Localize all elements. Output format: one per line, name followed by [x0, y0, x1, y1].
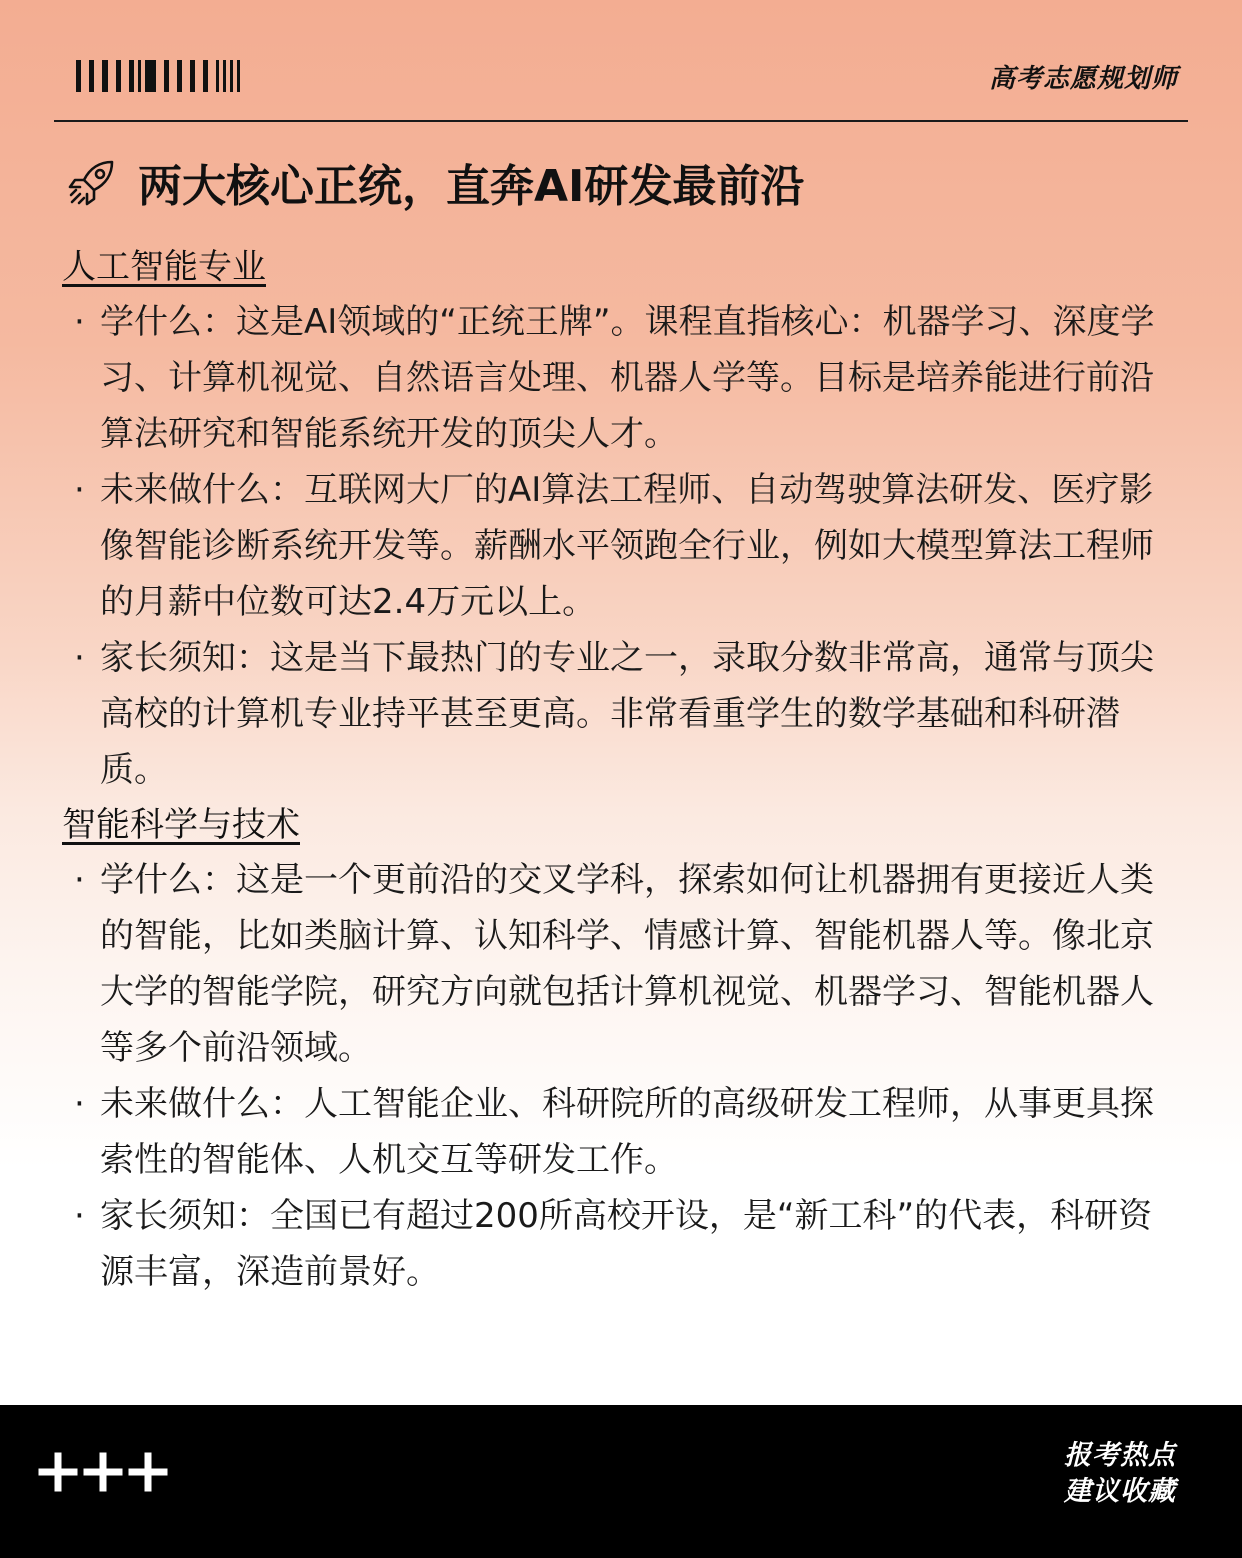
list-item: [62, 462, 1182, 630]
bullet: ·: [74, 470, 85, 510]
footer-tagline: [1064, 1438, 1176, 1510]
section-heading: 智能科学与技术: [62, 805, 300, 845]
main-content: [62, 240, 1182, 1300]
section-heading: 人工智能专业: [62, 247, 266, 287]
bullet: ·: [74, 302, 85, 342]
page-title: 两大核心正统，直奔AI研发最前沿: [138, 161, 805, 212]
section-intelligence-science: [62, 798, 1182, 1300]
list-item: [62, 294, 1182, 462]
item-text: 学什么：这是AI领域的“正统王牌”。课程直指核心：机器学习、深度学习、计算机视觉、自然语言处理、机器人学等。目标是培养能进行前沿算法研究和智能系统开发的顶尖人才。: [100, 302, 1155, 454]
list-item: [62, 852, 1182, 1076]
list-item: [62, 630, 1182, 798]
plus-icons: [38, 1452, 168, 1492]
list-item: [62, 1076, 1182, 1188]
rocket-icon: [66, 156, 118, 208]
item-text: 未来做什么：人工智能企业、科研院所的高级研发工程师，从事更具探索性的智能体、人机交互等研发工作。: [100, 1084, 1154, 1180]
footer-line-1: 报考热点: [1064, 1440, 1176, 1471]
list-item: [62, 1188, 1182, 1300]
bullet: ·: [74, 860, 85, 900]
header-divider: [54, 120, 1188, 122]
title-row: [66, 150, 804, 214]
bullet: ·: [74, 638, 85, 678]
item-text: 未来做什么：互联网大厂的AI算法工程师、自动驾驶算法研发、医疗影像智能诊断系统开发等。薪酬水平领跑全行业，例如大模型算法工程师的月薪中位数可达2.4万元以上。: [100, 470, 1154, 622]
item-text: 学什么：这是一个更前沿的交叉学科，探索如何让机器拥有更接近人类的智能，比如类脑计算、认知科学、情感计算、智能机器人等。像北京大学的智能学院，研究方向就包括计算机视觉、机器学习、智能机器人等多个前沿领域。: [100, 860, 1154, 1068]
footer-line-2: 建议收藏: [1064, 1476, 1176, 1507]
footer-bar: [0, 1405, 1242, 1558]
item-text: 家长须知：这是当下最热门的专业之一，录取分数非常高，通常与顶尖高校的计算机专业持平甚至更高。非常看重学生的数学基础和科研潜质。: [100, 638, 1154, 790]
item-text: 家长须知：全国已有超过200所高校开设，是“新工科”的代表，科研资源丰富，深造前景好。: [100, 1196, 1153, 1292]
barcode-icon: [76, 60, 246, 92]
brand-label: 高考志愿规划师: [988, 64, 1178, 94]
section-ai: [62, 240, 1182, 798]
bullet: ·: [74, 1196, 85, 1236]
bullet: ·: [74, 1084, 85, 1124]
